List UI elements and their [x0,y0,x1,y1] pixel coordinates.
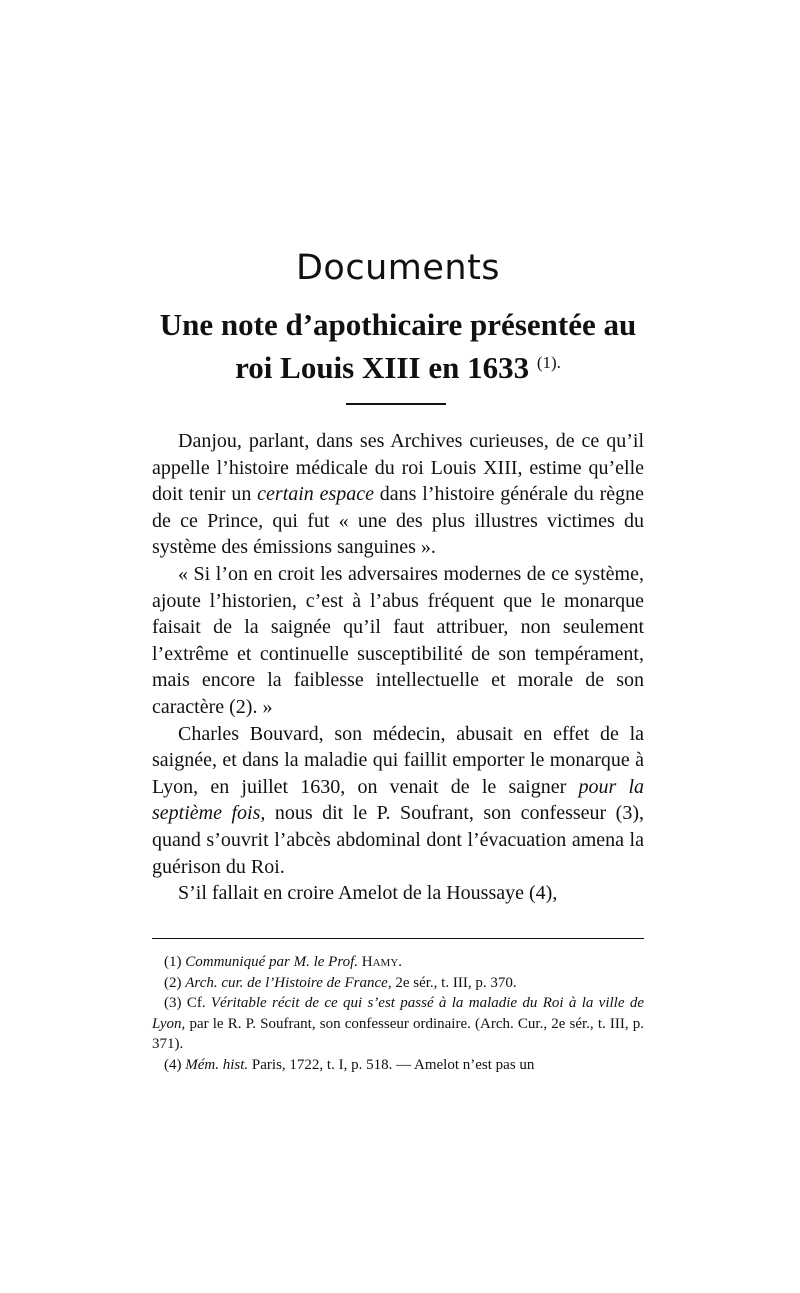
footnote-2-number: (2) [164,974,186,991]
footnote-3-number: (3) Cf. [164,995,211,1012]
article-title-line-1: Une note d’apothicaire présentée au [159,307,637,342]
paragraph-3-italic: pour la septième fois [152,775,644,825]
body-text [152,428,644,907]
paragraph-3-text-b: , nous dit le P. Soufrant, son confesseur (3), quand s’ouvrit l’abcès abdominal dont l’évacuation amena la guérison du Roi. [152,802,644,878]
paragraph-1 [152,428,644,561]
footnote-divider [152,938,644,939]
footnote-4-number: (4) [164,1056,186,1073]
footnote-2-italic: Arch. cur. de l’Histoire de France, [185,974,392,991]
footnote-4-italic: Mém. hist. [185,1056,249,1073]
footnote-4 [152,1055,644,1076]
paragraph-4: S’il fallait en croire Amelot de la Houssaye (4), [178,882,558,905]
article-title-line-2: roi Louis XIII en 1633 [235,350,530,385]
footnote-2 [152,973,644,994]
article-title [152,306,644,387]
footnote-2-text: 2e sér., t. III, p. 370. [391,974,517,991]
paragraph-3-text-a: Charles Bouvard, son médecin, abusait en effet de la saignée, et dans la maladie qui faillit emporter le monarque à Lyon, en juillet 1630, on venait de le saigner [152,722,644,798]
footnote-1 [152,952,644,973]
footnote-3-italic: Véritable récit de ce qui s’est passé à la maladie du Roi à la ville de Lyon, [152,995,644,1032]
footnotes [152,952,644,1076]
footnote-1-italic: Communiqué par M. le Prof. [185,954,359,970]
paragraph-1-text-b: dans l’histoire générale du règne de ce Prince, qui fut « une des plus illustres victimes du système des émissions sanguines ». [152,483,644,559]
footnote-1-name: Hamy. [358,954,403,970]
article-title-footnote-ref: (1). [536,353,561,372]
title-divider [346,403,446,405]
paragraph-1-text-a: Danjou, parlant, dans ses Archives curieuses, de ce qu’il appelle l’histoire médicale du roi Louis XIII, estime qu’elle doit tenir un [152,430,644,506]
paragraph-1-italic: certain espace [257,483,375,506]
footnote-4-text: Paris, 1722, t. I, p. 518. — Amelot n’est pas un [248,1056,535,1073]
footnote-3-text: par le R. P. Soufrant, son confesseur ordinaire. (Arch. Cur., 2e sér., t. III, p. 371). [152,1015,644,1053]
footnote-1-number: (1) [164,954,186,970]
section-title: Documents [295,248,501,288]
footnote-3 [152,993,644,1055]
paragraph-3 [152,721,644,881]
paragraph-2: « Si l’on en croit les adversaires modernes de ce système, ajoute l’historien, c’est à l’abus fréquent que le monarque faisait de la saignée qu’il faut attribuer, non seulement l’extrême et continuelle susceptibilité de son tempérament, mais encore la faiblesse intellectuelle et morale de son caractère (2). » [152,562,644,718]
